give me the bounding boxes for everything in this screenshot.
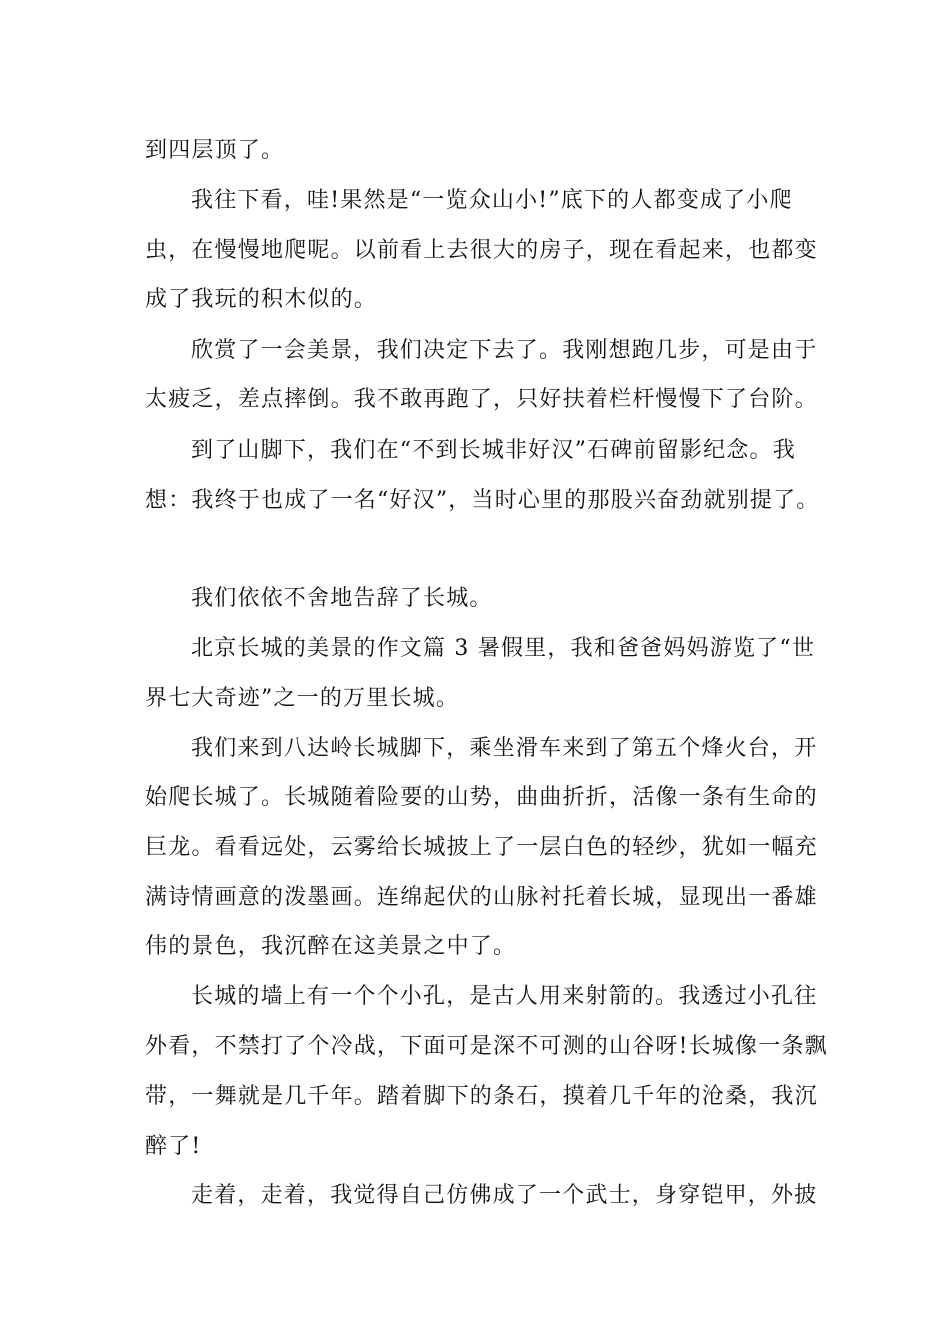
text-line: 想：我终于也成了一名“好汉”，当时心里的那股兴奋劲就别提了。 (145, 488, 820, 513)
text-line: 巨龙。看看远处，云雾给长城披上了一层白色的轻纱，犹如一幅充 (145, 835, 818, 860)
text-line: 我们来到八达岭长城脚下，乘坐滑车来到了第五个烽火台，开 (191, 736, 818, 761)
text-line: 成了我玩的积木似的。 (145, 287, 378, 312)
text-line: 到了山脚下，我们在“不到长城非好汉”石碑前留影纪念。我 (191, 438, 796, 463)
text-line: 我往下看，哇!果然是“一览众山小!”底下的人都变成了小爬 (191, 188, 793, 213)
text-line: 界七大奇迹”之一的万里长城。 (145, 686, 460, 711)
text-line: 带，一舞就是几千年。踏着脚下的条石，摸着几千年的沧桑，我沉 (145, 1084, 818, 1109)
text-line: 欣赏了一会美景，我们决定下去了。我刚想跑几步，可是由于 (191, 338, 818, 363)
text-line: 我们依依不舍地告辞了长城。 (191, 586, 493, 611)
text-line: 虫，在慢慢地爬呢。以前看上去很大的房子，现在看起来，也都变 (145, 238, 818, 263)
text-line: 太疲乏，差点摔倒。我不敢再跑了，只好扶着栏杆慢慢下了台阶。 (145, 387, 818, 412)
text-line: 到四层顶了。 (145, 138, 285, 163)
text-line: 外看，不禁打了个冷战，下面可是深不可测的山谷呀!长城像一条飘 (145, 1034, 828, 1059)
text-line: 长城的墙上有一个个小孔，是古人用来射箭的。我透过小孔往 (191, 984, 818, 1009)
text-line: 伟的景色，我沉醉在这美景之中了。 (145, 934, 517, 959)
text-line: 走着，走着，我觉得自己仿佛成了一个武士，身穿铠甲，外披 (191, 1183, 818, 1208)
text-line: 北京长城的美景的作文篇 3 暑假里，我和爸爸妈妈游览了“世 (191, 636, 816, 661)
text-line: 醉了! (145, 1134, 202, 1159)
text-line: 始爬长城了。长城随着险要的山势，曲曲折折，活像一条有生命的 (145, 785, 818, 810)
text-line: 满诗情画意的泼墨画。连绵起伏的山脉衬托着长城，显现出一番雄 (145, 885, 818, 910)
